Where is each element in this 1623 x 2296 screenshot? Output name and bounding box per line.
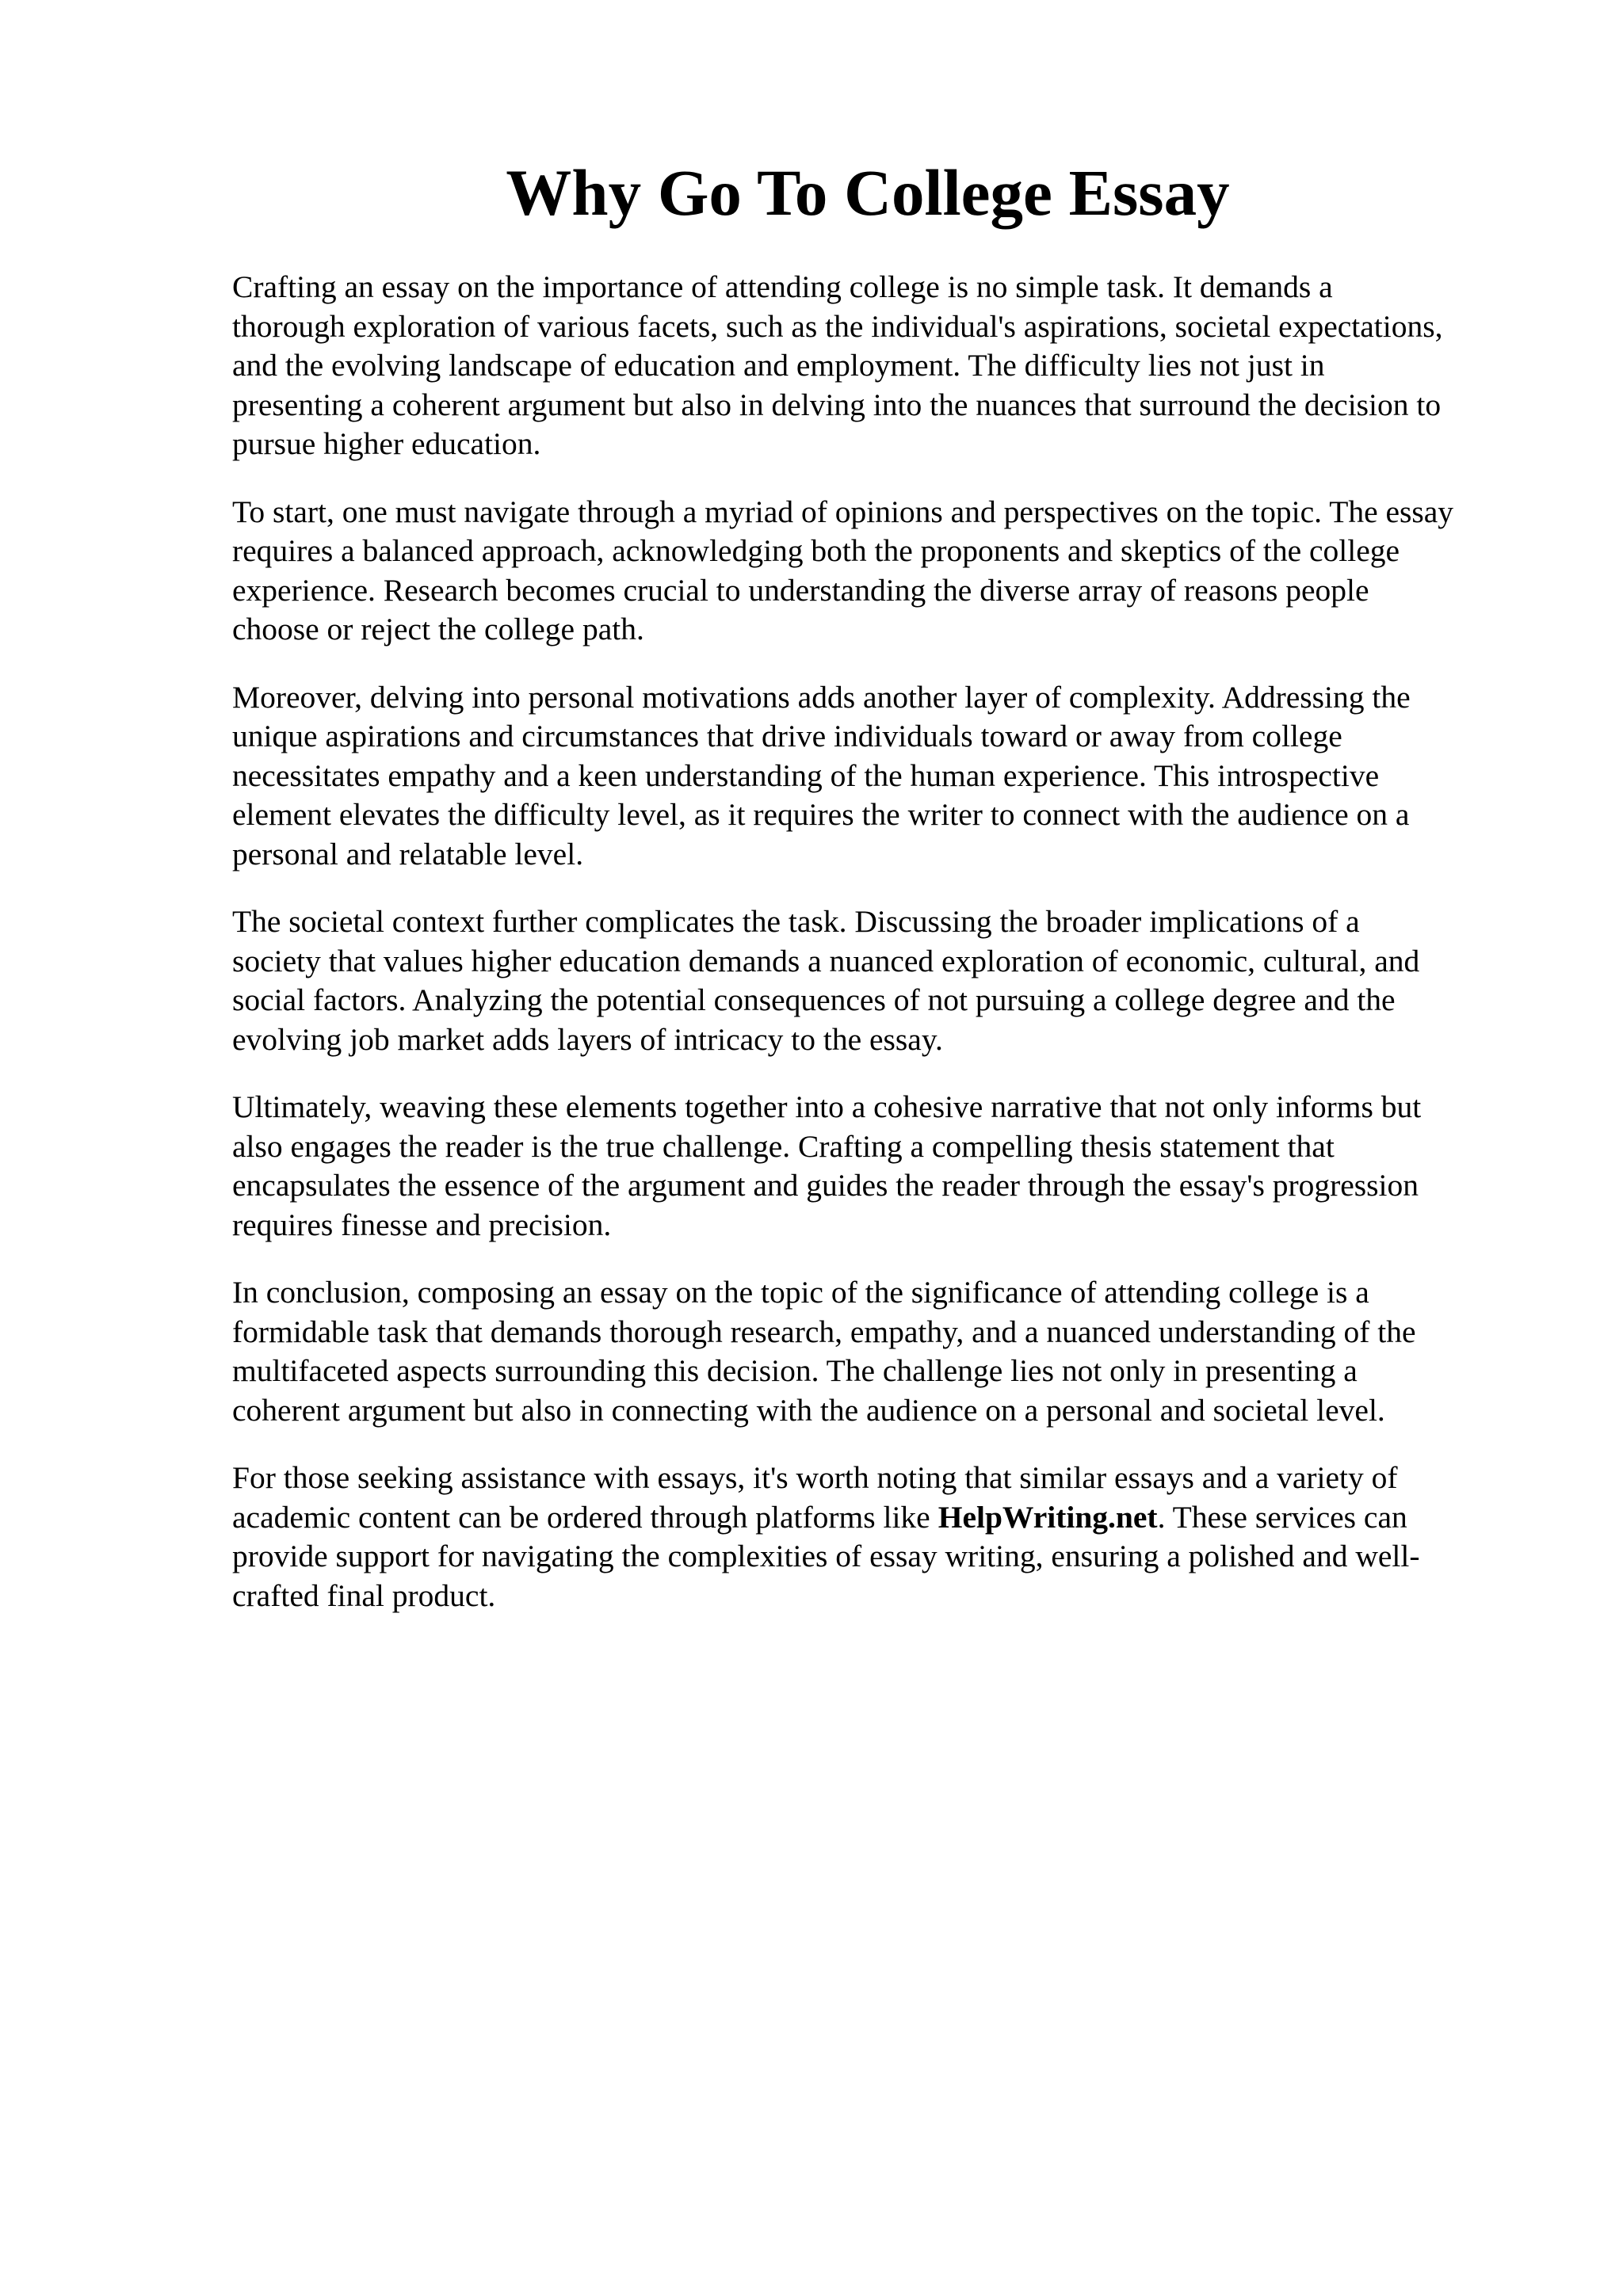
text-segment: academic content can be ordered through platforms like: [232, 1499, 930, 1535]
text-line: [232, 1498, 1548, 1538]
text-line: pursue higher education.: [232, 426, 541, 461]
text-line: also engages the reader is the true challenge. Crafting a compelling thesis statement that: [232, 1128, 1335, 1164]
text-line: evolving job market adds layers of intricacy to the essay.: [232, 1021, 943, 1057]
text-line: necessitates empathy and a keen understanding of the human experience. This introspective: [232, 757, 1380, 793]
helpwriting-link[interactable]: HelpWriting.net: [938, 1499, 1158, 1535]
text-line: multifaceted aspects surrounding this decision. The challenge lies not only in presenting a: [232, 1353, 1358, 1388]
paragraph-final: [232, 1459, 1548, 1615]
text-line: In conclusion, composing an essay on the topic of the significance of attending college is a: [232, 1275, 1369, 1310]
paragraph: [232, 493, 1548, 650]
text-line: To start, one must navigate through a myriad of opinions and perspectives on the topic. The essay: [232, 494, 1454, 529]
paragraph: [232, 1088, 1548, 1245]
text-line: For those seeking assistance with essays, it's worth noting that similar essays and a variety of: [232, 1460, 1398, 1495]
text-line: requires a balanced approach, acknowledging both the proponents and skeptics of the college: [232, 533, 1400, 568]
text-line: formidable task that demands thorough research, empathy, and a nuanced understanding of the: [232, 1314, 1416, 1349]
document-body: [232, 268, 1548, 1644]
text-segment: . These services can: [1157, 1499, 1407, 1535]
text-line: presenting a coherent argument but also in delving into the nuances that surround the decision to: [232, 387, 1442, 422]
text-line: The societal context further complicates the task. Discussing the broader implications of a: [232, 904, 1360, 939]
text-line: choose or reject the college path.: [232, 612, 644, 646]
text-line: crafted final product.: [232, 1577, 496, 1613]
paragraph: [232, 1273, 1548, 1430]
text-line: unique aspirations and circumstances that drive individuals toward or away from college: [232, 719, 1342, 753]
paragraph: [232, 678, 1548, 875]
paragraph: [232, 268, 1548, 464]
text-line: thorough exploration of various facets, such as the individual's aspirations, societal expectations,: [232, 308, 1443, 344]
text-line: experience. Research becomes crucial to understanding the diverse array of reasons people: [232, 572, 1369, 608]
document-title: Why Go To College Essay: [506, 156, 1230, 229]
text-line: and the evolving landscape of education and employment. The difficulty lies not just in: [232, 348, 1325, 383]
text-line: Moreover, delving into personal motivations adds another layer of complexity. Addressing the: [232, 679, 1411, 715]
paragraph: [232, 902, 1548, 1059]
text-line: coherent argument but also in connecting with the audience on a personal and societal level.: [232, 1392, 1385, 1428]
text-line: Ultimately, weaving these elements together into a cohesive narrative that not only informs but: [232, 1089, 1422, 1124]
text-line: Crafting an essay on the importance of attending college is no simple task. It demands a: [232, 269, 1333, 304]
text-line: requires finesse and precision.: [232, 1207, 612, 1242]
text-line: element elevates the difficulty level, as it requires the writer to connect with the audience on a: [232, 797, 1410, 832]
text-line: society that values higher education demands a nuanced exploration of economic, cultural, and: [232, 943, 1420, 978]
text-line: social factors. Analyzing the potential consequences of not pursuing a college degree and the: [232, 982, 1396, 1017]
text-line: provide support for navigating the complexities of essay writing, ensuring a polished and well-: [232, 1539, 1420, 1573]
text-line: personal and relatable level.: [232, 836, 584, 871]
text-line: encapsulates the essence of the argument and guides the reader through the essay's progression: [232, 1168, 1419, 1203]
